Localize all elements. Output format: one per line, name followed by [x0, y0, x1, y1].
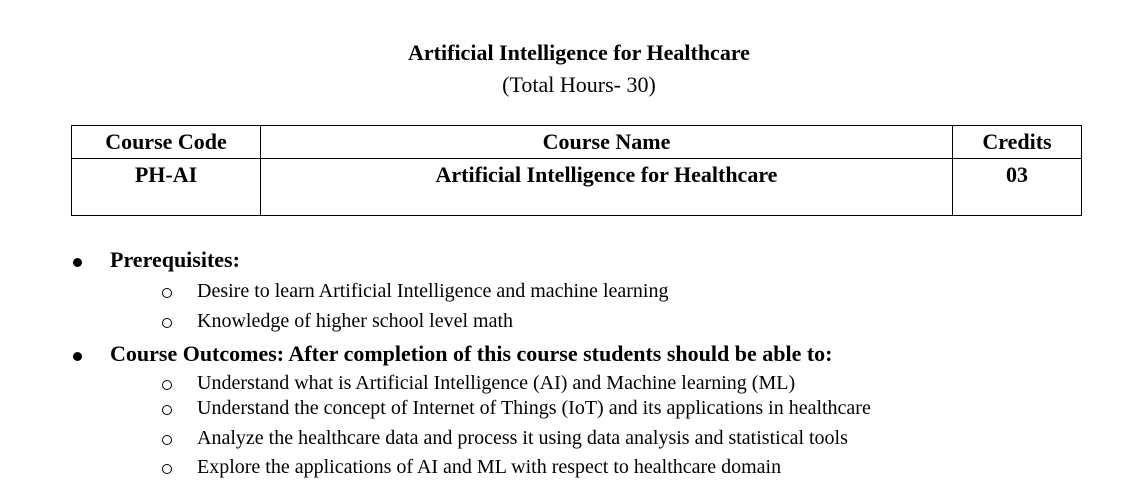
list-item-text: Analyze the healthcare data and process it using data analysis and statistical tools [197, 427, 848, 449]
circle-bullet-icon [162, 464, 172, 474]
header-credits: Credits [953, 126, 1082, 159]
table-row [72, 159, 1082, 216]
table-header-row [72, 126, 1082, 159]
cell-course-code: PH-AI [72, 159, 261, 216]
circle-bullet-icon [162, 288, 172, 298]
circle-bullet-icon [162, 318, 172, 328]
bullet-icon [73, 258, 82, 267]
course-table [71, 125, 1082, 216]
bullet-icon [73, 352, 82, 361]
list-item-text: Desire to learn Artificial Intelligence and machine learning [197, 280, 669, 302]
list-item-text: Understand the concept of Internet of Things (IoT) and its applications in healthcare [197, 397, 871, 419]
header-course-name: Course Name [261, 126, 953, 159]
page-subtitle: (Total Hours- 30) [502, 72, 656, 97]
circle-bullet-icon [162, 435, 172, 445]
list-item-text: Explore the applications of AI and ML with respect to healthcare domain [197, 456, 782, 478]
cell-credits: 03 [953, 159, 1082, 216]
circle-bullet-icon [162, 380, 172, 390]
prerequisites-label: Prerequisites: [110, 247, 240, 272]
list-item-text: Knowledge of higher school level math [197, 310, 514, 332]
circle-bullet-icon [162, 405, 172, 415]
cell-course-name: Artificial Intelligence for Healthcare [261, 159, 953, 216]
outcomes-label: Course Outcomes: After completion of this course students should be able to: [110, 341, 833, 366]
header-course-code: Course Code [72, 126, 261, 159]
page-title: Artificial Intelligence for Healthcare [408, 40, 750, 65]
list-item-text: Understand what is Artificial Intelligence (AI) and Machine learning (ML) [197, 372, 796, 394]
